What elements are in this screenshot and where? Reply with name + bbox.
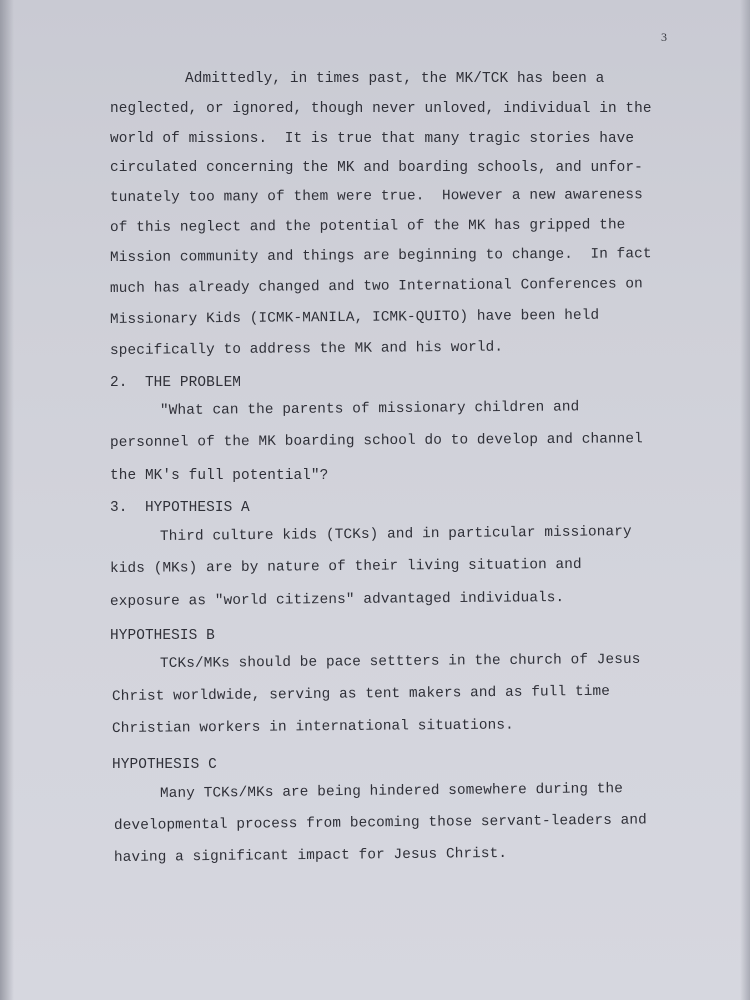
page-number: 3 [661,30,667,44]
paragraph-line: personnel of the MK boarding school do to develop and channel [109,431,643,451]
paragraph-line: neglected, or ignored, though never unloved, individual in the [110,101,652,117]
section-heading: 3. HYPOTHESIS A [110,500,250,516]
paragraph-line: world of missions. It is true that many tragic stories have [110,131,635,147]
paragraph-line: tunately too many of them were true. However a new awareness [109,187,643,206]
paragraph-line: having a significant impact for Jesus Christ. [113,845,508,866]
paragraph-line: "What can the parents of missionary children and [159,399,580,419]
paragraph-line: kids (MKs) are by nature of their living situation and [109,556,582,577]
page-edge-shadow-left [0,0,14,1000]
paragraph-line: developmental process from becoming those servant-leaders and [113,812,647,834]
paragraph-line: much has already changed and two International Conferences on [109,276,643,297]
paragraph-line: TCKs/MKs should be pace settters in the church of Jesus [159,651,641,672]
paragraph-line: Mission community and things are beginning to change. In fact [109,246,652,266]
section-heading: HYPOTHESIS B [110,628,215,644]
paragraph-line: Admittedly, in times past, the MK/TCK has been a [185,71,605,87]
paragraph-line: Many TCKs/MKs are being hindered somewhere during the [159,781,624,802]
paragraph-line: of this neglect and the potential of the MK has gripped the [109,217,626,236]
page-edge-shadow-right [740,0,750,1000]
section-heading: HYPOTHESIS C [112,757,217,773]
paragraph-line: exposure as "world citizens" advantaged individuals. [109,590,565,610]
paragraph-line: Third culture kids (TCKs) and in particular missionary [159,524,632,545]
section-heading: 2. THE PROBLEM [110,375,242,391]
paragraph-line: Christ worldwide, serving as tent makers and as full time [111,683,611,705]
paragraph-line: Missionary Kids (ICMK-MANILA, ICMK-QUITO) have been held [109,307,600,328]
paragraph-line: specifically to address the MK and his world. [109,339,504,359]
paragraph-line: Christian workers in international situations. [111,717,514,737]
paragraph-line: circulated concerning the MK and boarding schools, and unfor- [110,160,643,176]
paragraph-line: the MK's full potential"? [110,468,329,484]
